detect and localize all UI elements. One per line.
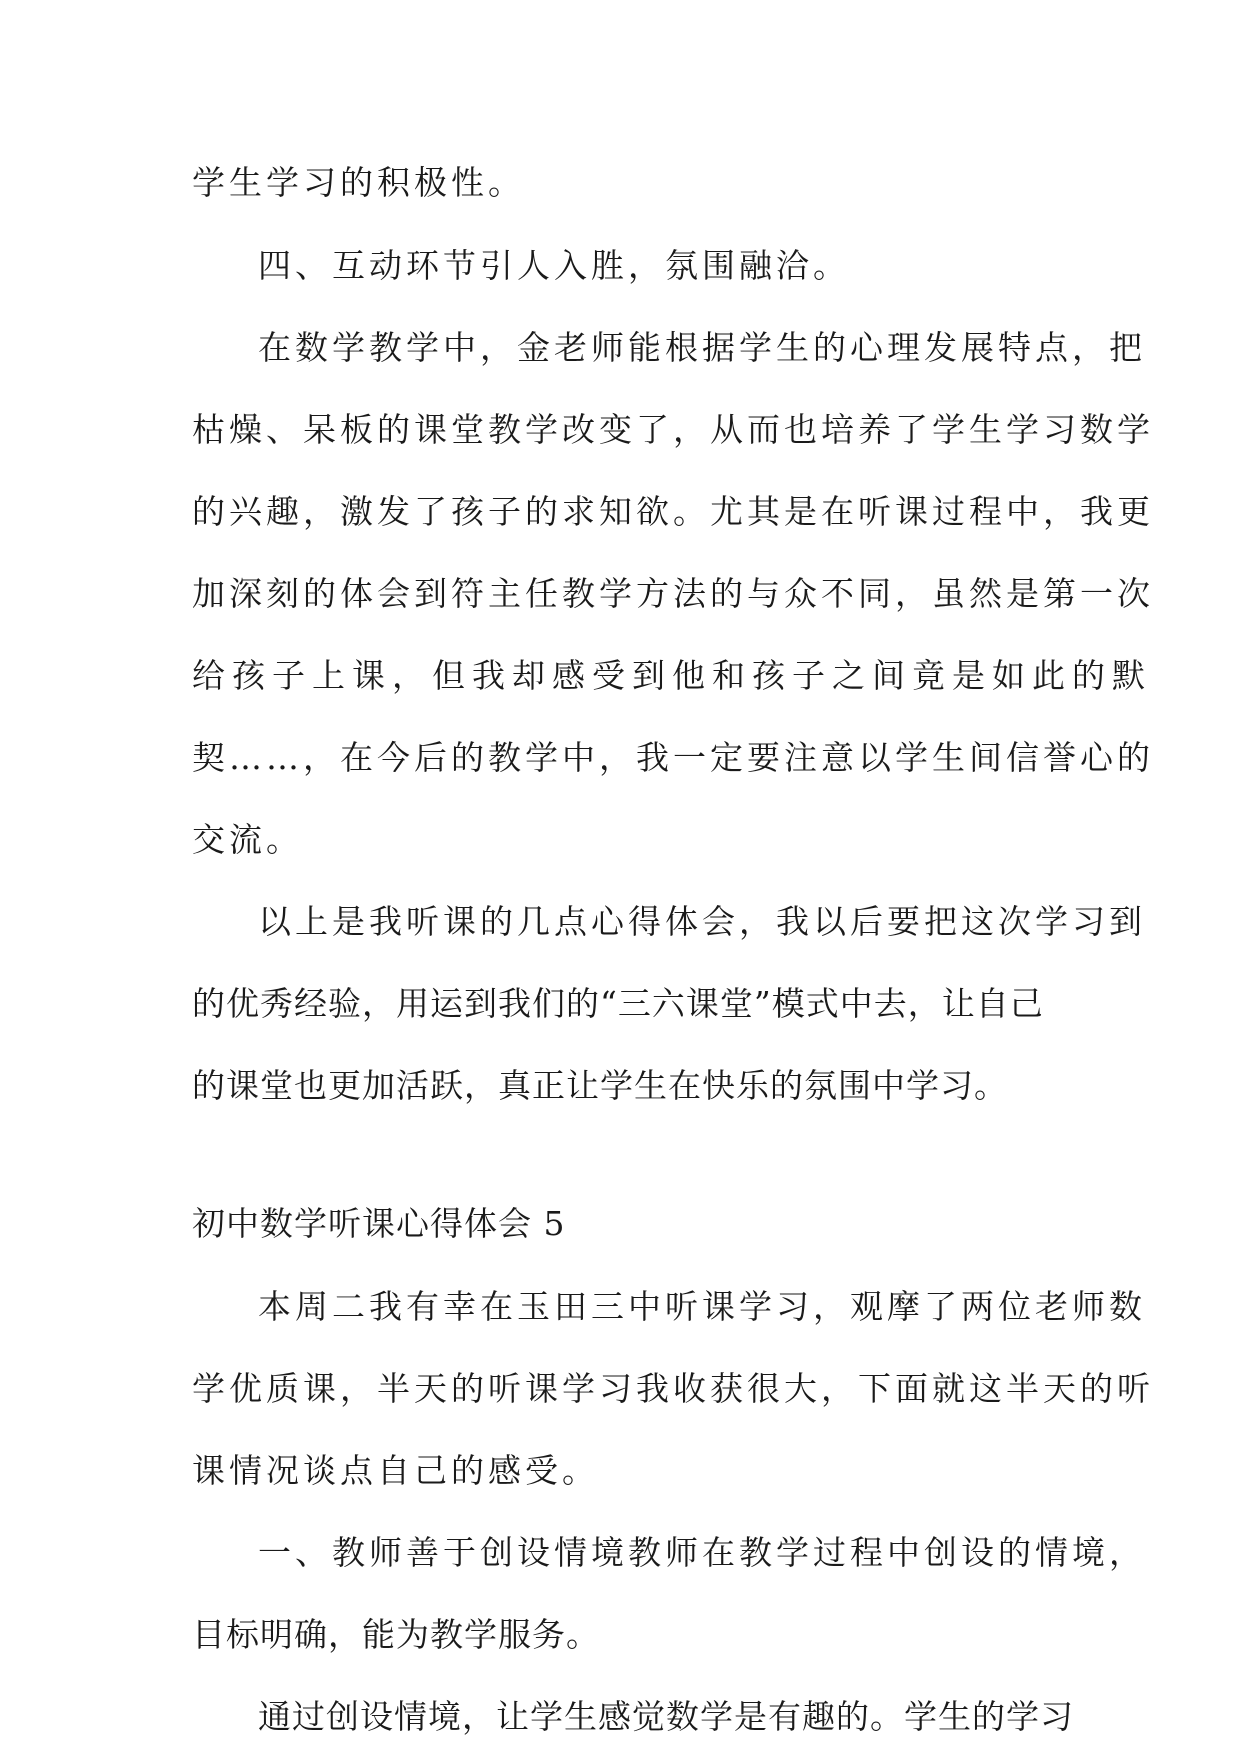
paragraph-line: 的兴趣，激发了孩子的求知欲。尤其是在听课过程中，我更 — [192, 492, 1154, 531]
paragraph-line: 枯燥、呆板的课堂教学改变了，从而也培养了学生学习数学 — [192, 410, 1154, 449]
paragraph-line: 学优质课，半天的听课学习我收获很大，下面就这半天的听 — [192, 1369, 1154, 1408]
section-heading: 四、互动环节引人入胜，氛围融洽。 — [258, 246, 850, 285]
paragraph-line: 通过创设情境，让学生感觉数学是有趣的。学生的学习 — [258, 1697, 1074, 1736]
paragraph-line: 以上是我听课的几点心得体会，我以后要把这次学习到 — [258, 902, 1146, 941]
paragraph-line: 契……，在今后的教学中，我一定要注意以学生间信誉心的 — [192, 738, 1154, 777]
paragraph-line: 目标明确，能为教学服务。 — [192, 1615, 600, 1654]
paragraph-line: 的课堂也更加活跃，真正让学生在快乐的氛围中学习。 — [192, 1066, 1008, 1105]
article-title: 初中数学听课心得体会 5 — [192, 1204, 566, 1243]
paragraph-line: 学生学习的积极性。 — [192, 163, 525, 202]
paragraph-line: 加深刻的体会到符主任教学方法的与众不同，虽然是第一次 — [192, 574, 1154, 613]
paragraph-line: 课情况谈点自己的感受。 — [192, 1451, 599, 1490]
section-heading: 一、教师善于创设情境教师在教学过程中创设的情境， — [258, 1533, 1146, 1572]
paragraph-line: 交流。 — [192, 820, 303, 859]
paragraph-line: 的优秀经验，用运到我们的“三六课堂”模式中去，让自己 — [192, 984, 1044, 1023]
paragraph-line: 本周二我有幸在玉田三中听课学习，观摩了两位老师数 — [258, 1287, 1146, 1326]
paragraph-line: 在数学教学中，金老师能根据学生的心理发展特点，把 — [258, 328, 1146, 367]
paragraph-line: 给孩子上课，但我却感受到他和孩子之间竟是如此的默 — [192, 656, 1152, 695]
